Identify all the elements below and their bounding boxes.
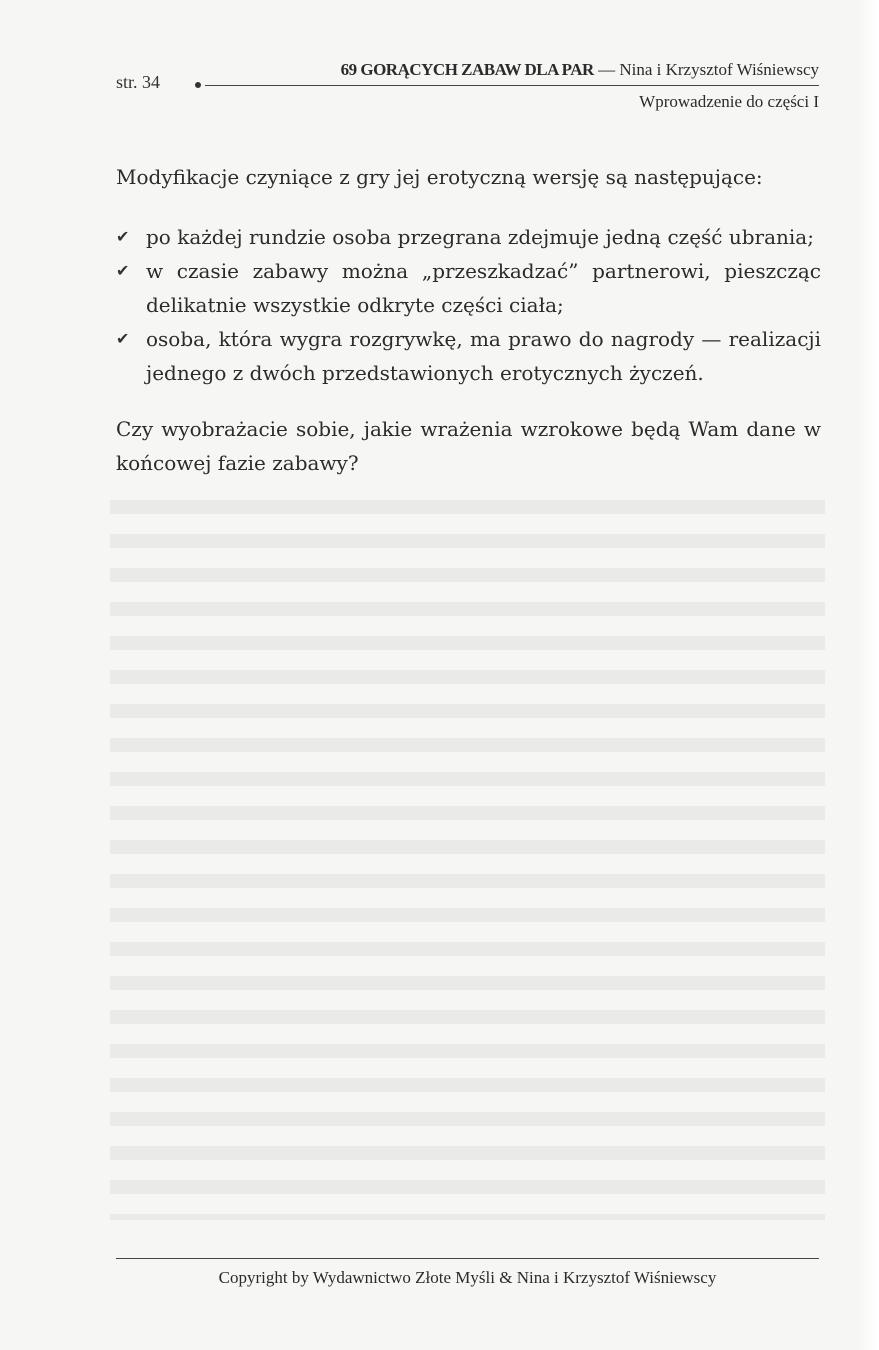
modifications-list xyxy=(116,220,821,390)
intro-paragraph: Modyfikacje czyniące z gry jej erotyczną wersję są następujące: xyxy=(116,165,763,189)
list-item-text: po każdej rundzie osoba przegrana zdejmuje jedną część ubrania; xyxy=(146,225,814,249)
header-separator: — xyxy=(598,60,616,79)
copyright-footer: Copyright by Wydawnictwo Złote Myśli & Nina i Krzysztof Wiśniewscy xyxy=(218,1268,717,1287)
check-icon: ✔ xyxy=(116,329,130,348)
header-bullet-icon xyxy=(195,82,201,88)
page-number: str. 34 xyxy=(116,72,161,92)
book-authors: Nina i Krzysztof Wiśniewscy xyxy=(619,60,819,79)
check-icon: ✔ xyxy=(116,261,130,280)
page-edge xyxy=(857,0,879,1350)
check-icon: ✔ xyxy=(116,227,130,246)
list-item xyxy=(116,254,821,322)
list-item xyxy=(116,220,821,254)
book-title: 69 GORĄCYCH ZABAW DLA PAR xyxy=(340,60,594,79)
running-header xyxy=(341,60,819,80)
section-title: Wprowadzenie do części I xyxy=(639,92,819,111)
header-rule xyxy=(205,85,819,86)
page-body xyxy=(116,160,821,480)
footer-rule xyxy=(116,1258,819,1259)
list-item-text: w czasie zabawy można „przeszkadzać” partnerowi, pieszcząc delikatnie wszystkie odkryte części ciała; xyxy=(146,259,821,317)
bleed-through-text xyxy=(110,500,825,1220)
question-paragraph: Czy wyobrażacie sobie, jakie wrażenia wzrokowe będą Wam dane w końcowej fazie zabawy? xyxy=(116,417,821,475)
list-item xyxy=(116,322,821,390)
list-item-text: osoba, która wygra rozgrywkę, ma prawo do nagrody — realizacji jednego z dwóch przedstawionych erotycznych życzeń. xyxy=(146,327,821,385)
